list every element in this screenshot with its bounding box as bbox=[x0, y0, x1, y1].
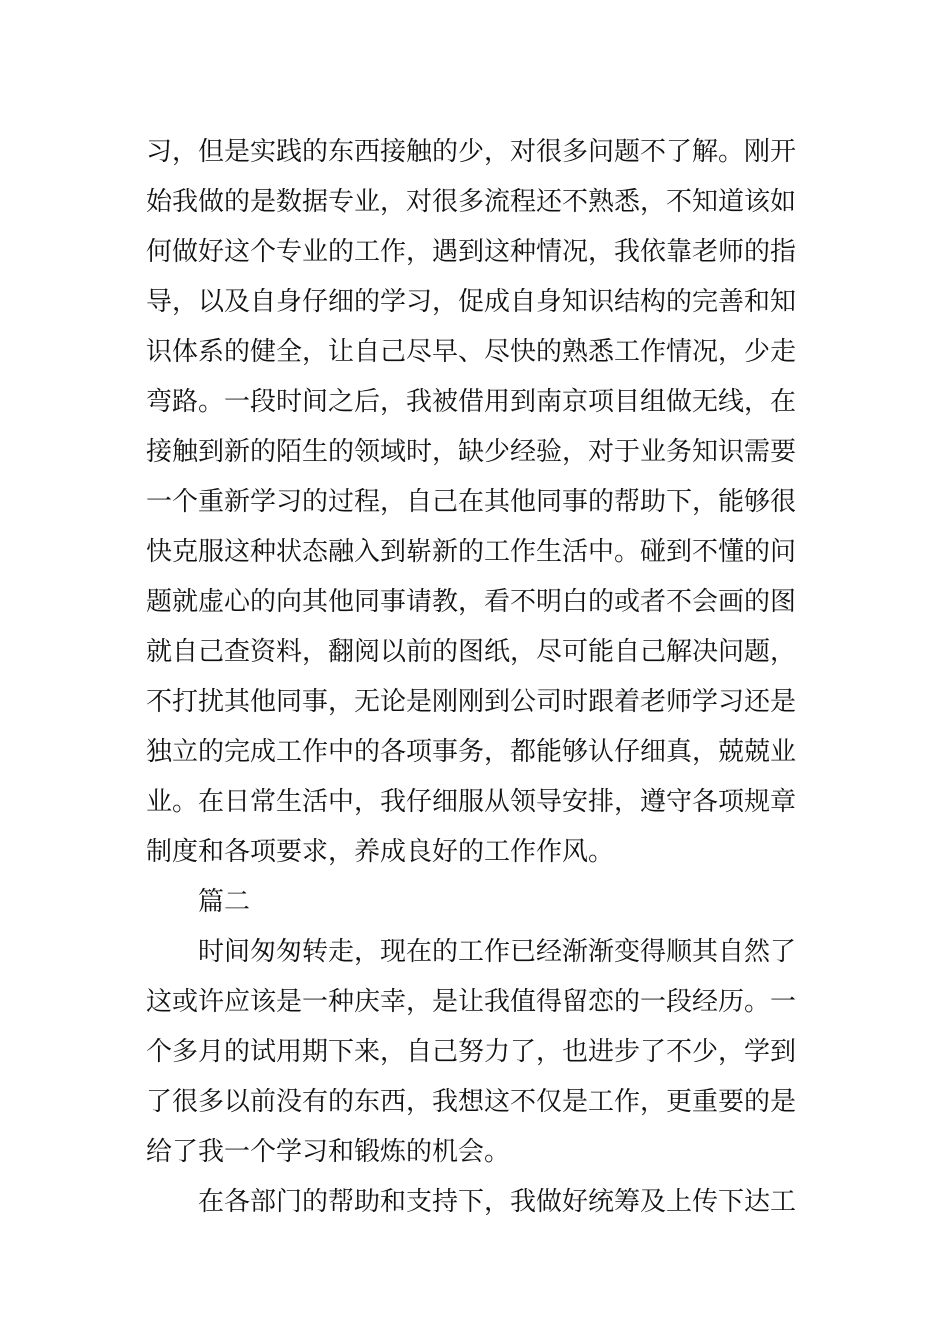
section-heading: 篇二 bbox=[198, 887, 251, 917]
text-line: 快克服这种状态融入到崭新的工作生活中。碰到不懂的问 bbox=[146, 537, 797, 567]
text-line: 导，以及自身仔细的学习，促成自身知识结构的完善和知 bbox=[146, 287, 797, 317]
text-line: 时间匆匆转走，现在的工作已经渐渐变得顺其自然了 bbox=[198, 937, 797, 967]
text-line: 接触到新的陌生的领域时，缺少经验，对于业务知识需要 bbox=[146, 437, 797, 467]
text-line: 在各部门的帮助和支持下，我做好统筹及上传下达工 bbox=[198, 1187, 797, 1217]
text-line: 独立的完成工作中的各项事务，都能够认仔细真，兢兢业 bbox=[146, 737, 797, 767]
text-line: 习，但是实践的东西接触的少，对很多问题不了解。刚开 bbox=[146, 137, 797, 167]
paragraph-3 bbox=[146, 1177, 826, 1227]
text-line: 这或许应该是一种庆幸，是让我值得留恋的一段经历。一 bbox=[146, 987, 797, 1017]
text-line: 就自己查资料，翻阅以前的图纸，尽可能自己解决问题， bbox=[146, 637, 797, 667]
text-line: 弯路。一段时间之后，我被借用到南京项目组做无线，在 bbox=[146, 387, 797, 417]
text-line: 给了我一个学习和锻炼的机会。 bbox=[146, 1137, 511, 1167]
text-line: 一个重新学习的过程，自己在其他同事的帮助下，能够很 bbox=[146, 487, 797, 517]
text-line: 识体系的健全，让自己尽早、尽快的熟悉工作情况，少走 bbox=[146, 337, 797, 367]
text-line: 题就虚心的向其他同事请教，看不明白的或者不会画的图 bbox=[146, 587, 797, 617]
text-line: 制度和各项要求，养成良好的工作作风。 bbox=[146, 837, 615, 867]
text-line: 不打扰其他同事，无论是刚刚到公司时跟着老师学习还是 bbox=[146, 687, 797, 717]
text-line: 个多月的试用期下来，自己努力了，也进步了不少，学到 bbox=[146, 1037, 797, 1067]
paragraph-2 bbox=[146, 927, 826, 1177]
text-line: 了很多以前没有的东西，我想这不仅是工作，更重要的是 bbox=[146, 1087, 797, 1117]
text-line: 始我做的是数据专业，对很多流程还不熟悉，不知道该如 bbox=[146, 187, 797, 217]
section-heading-block bbox=[146, 877, 826, 927]
text-line: 何做好这个专业的工作，遇到这种情况，我依靠老师的指 bbox=[146, 237, 797, 267]
text-line: 业。在日常生活中，我仔细服从领导安排，遵守各项规章 bbox=[146, 787, 797, 817]
paragraph-1 bbox=[146, 127, 826, 877]
document-body bbox=[146, 127, 826, 1227]
